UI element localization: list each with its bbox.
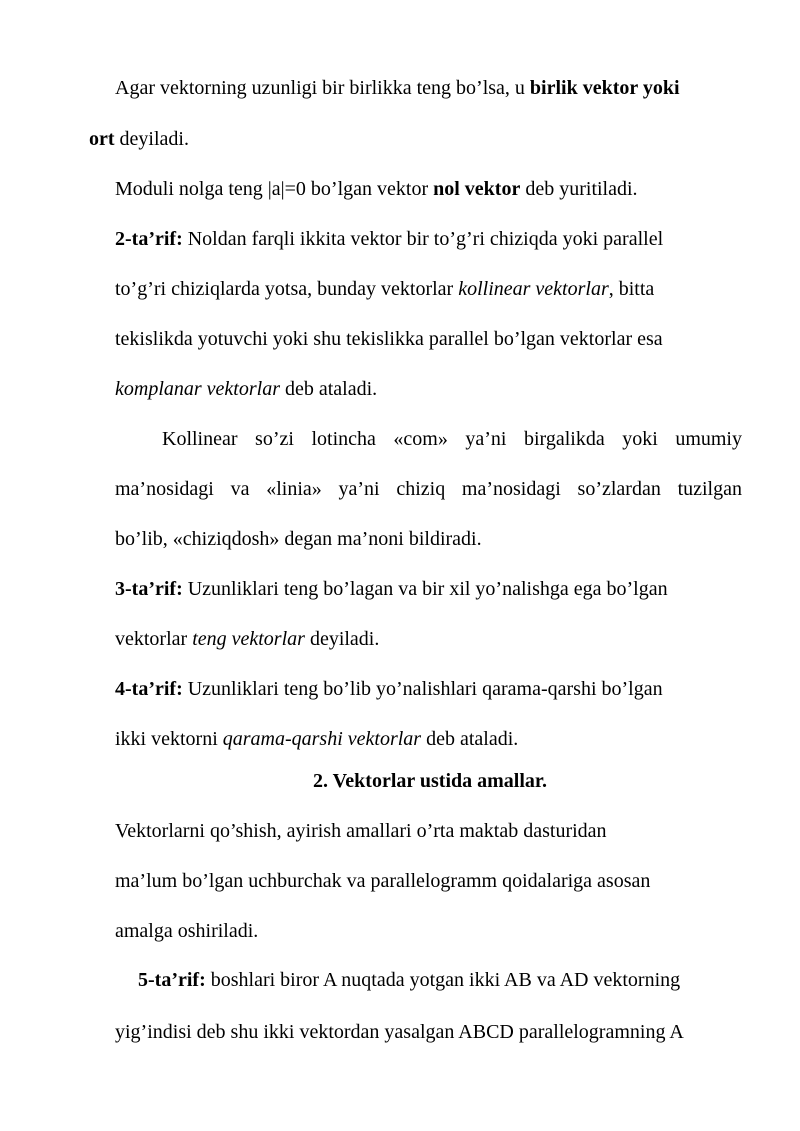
definition-5-label: 5-ta’rif:	[138, 969, 206, 991]
term-coplanar-vectors: komplanar vektorlar	[115, 378, 280, 400]
unit-vector-definition-line-2	[89, 127, 189, 151]
text: Uzunliklari teng bo’lagan va bir xil yo’nalishga ega bo’lgan	[182, 578, 668, 600]
text: deyiladi.	[304, 628, 380, 650]
text: ikki vektorni	[115, 728, 223, 750]
text: deb yuritiladi.	[520, 178, 638, 200]
definition-2-line-3	[115, 327, 663, 351]
text: vektorlar	[115, 628, 193, 650]
etymology-line-1: Kollinear so’zi lotincha «com» ya’ni birgalikda yoki umumiy	[162, 428, 742, 450]
section-heading: 2. Vektorlar ustida amallar.	[313, 770, 547, 792]
text: Noldan farqli ikkita vektor bir to’g’ri chiziqda yoki parallel	[182, 228, 664, 250]
term-opposite-vectors: qarama-qarshi vektorlar	[222, 728, 422, 750]
definition-4-line-2	[115, 727, 518, 751]
text: , bitta	[608, 278, 655, 300]
etymology-line-3: bo’lib, «chiziqdosh» degan ma’noni bildiradi.	[115, 528, 482, 550]
text: deyiladi.	[114, 128, 189, 150]
null-vector-definition	[115, 177, 638, 201]
term-null-vector: nol vektor	[433, 178, 521, 200]
definition-3-line-1	[115, 577, 668, 601]
definition-3-label: 3-ta’rif:	[115, 578, 183, 600]
term-equal-vectors: teng vektorlar	[192, 628, 305, 650]
term-collinear-vectors: kollinear vektorlar	[458, 278, 609, 300]
definition-2-line-4	[115, 377, 377, 401]
text: to’g’ri chiziqlarda yotsa, bunday vektorlar	[115, 278, 459, 300]
term-unit-vector: birlik vektor yoki	[529, 77, 680, 99]
text: Moduli nolga teng |a|=0 bo’lgan vektor	[115, 178, 434, 200]
text: Uzunliklari teng bo’lib yo’nalishlari qarama-qarshi bo’lgan	[182, 678, 663, 700]
text: Agar vektorning uzunligi bir birlikka teng bo’lsa, u	[115, 77, 530, 99]
unit-vector-definition-line-1	[115, 76, 680, 100]
text: deb ataladi.	[279, 378, 378, 400]
text: deb ataladi.	[421, 728, 519, 750]
term-ort: ort	[89, 128, 115, 150]
text: boshlari biror A nuqtada yotgan ikki AB va AD vektorning	[205, 969, 681, 991]
definition-5-line-2: yig’indisi deb shu ikki vektordan yasalgan ABCD parallelogramning A	[115, 1021, 684, 1043]
definition-2-label: 2-ta’rif:	[115, 228, 183, 250]
definition-2-line-1	[115, 227, 663, 251]
etymology-line-2: ma’nosidagi va «linia» ya’ni chiziq ma’nosidagi so’zlardan tuzilgan	[115, 478, 742, 500]
definition-4-line-1	[115, 677, 663, 701]
definition-4-label: 4-ta’rif:	[115, 678, 183, 700]
operations-line-1: Vektorlarni qo’shish, ayirish amallari o’rta maktab dasturidan	[115, 820, 607, 842]
operations-line-3: amalga oshiriladi.	[115, 920, 259, 942]
operations-line-2: ma’lum bo’lgan uchburchak va parallelogramm qoidalariga asosan	[115, 870, 651, 892]
definition-2-line-2	[115, 277, 654, 301]
text: tekislikda yotuvchi yoki shu tekislikka parallel bo’lgan vektorlar esa	[115, 328, 663, 350]
definition-3-line-2	[115, 627, 379, 651]
definition-5-line-1	[138, 968, 680, 992]
